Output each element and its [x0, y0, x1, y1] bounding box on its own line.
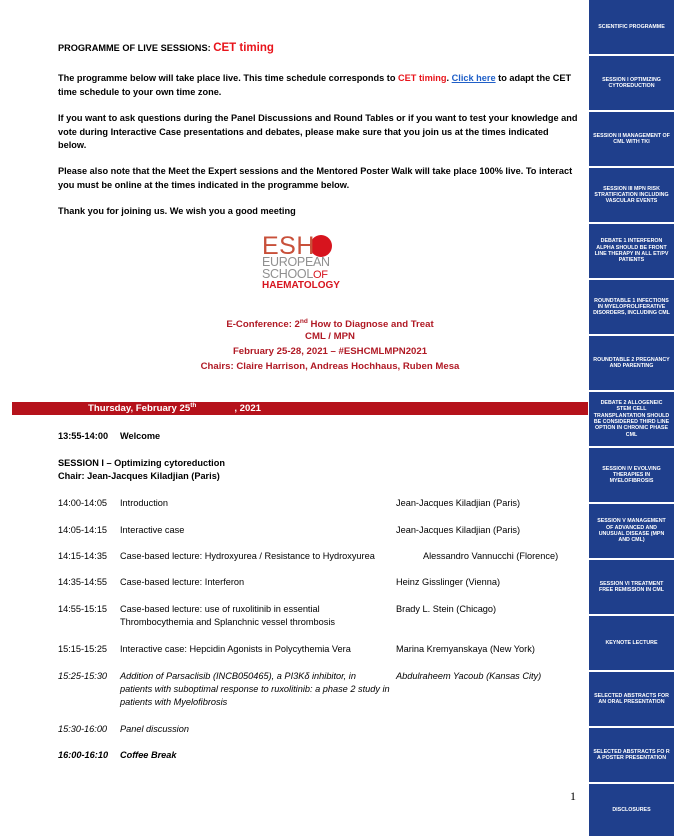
session-title: SESSION I – Optimizing cytoreduction — [58, 458, 225, 468]
intro-paragraph-1 — [58, 72, 578, 99]
day-label — [50, 403, 261, 414]
nav-poster-abstracts[interactable]: SELECTED ABSTRACTS FO R A POSTER PRESENTATION — [589, 728, 674, 782]
row-title: Case-based lecture: use of ruxolitinib in essential Thrombocythemia and Splanchnic vessel thrombosis — [120, 604, 335, 627]
row-title: Addition of Parsaclisib (INCB050465), a PI3Kδ inhibitor, in patients with suboptimal response to ruxolitinib: a phase 2 study in patients with Myelofibrosis — [120, 671, 390, 707]
nav-session-1[interactable]: SESSION I OPTIMIZING CYTOREDUCTION — [589, 56, 674, 110]
day-label-sup: th — [190, 401, 197, 409]
heading-prefix: PROGRAMME OF LIVE SESSIONS: — [58, 43, 211, 53]
nav-session-2[interactable]: SESSION II MANAGEMENT OF CML WITH TKI — [589, 112, 674, 166]
logo-esh: ESH — [262, 232, 315, 260]
p1-text-a: The programme below will take place live. This time schedule corresponds to — [58, 73, 399, 83]
welcome-title: Welcome — [120, 431, 161, 441]
welcome-time: 13:55-14:00 — [58, 431, 109, 441]
row-speaker: Heinz Gisslinger (Vienna) — [396, 577, 501, 587]
row-speaker: Jean-Jacques Kiladjian (Paris) — [396, 525, 521, 535]
row-speaker: Brady L. Stein (Chicago) — [396, 604, 497, 614]
row-speaker: Marina Kremyanskaya (New York) — [396, 644, 535, 654]
nav-session-6[interactable]: SESSION VI TREATMENT FREE REMISSION IN CML — [589, 560, 674, 614]
row-time: 14:35-14:55 — [58, 577, 108, 587]
heading-timing: CET timing — [213, 42, 274, 54]
logo-haematology: HAEMATOLOGY — [262, 280, 340, 291]
conference-title-b: How to Diagnose and Treat — [307, 319, 434, 331]
row-time: 15:30-16:00 — [58, 724, 108, 734]
row-time: 15:15-15:25 — [58, 644, 108, 654]
intro-paragraph-2: If you want to ask questions during the Panel Discussions and Round Tables or if you want to test your knowledge and vote during Interactive Case presentations and debates, please make sure that you join us at the times indicated below. — [58, 113, 578, 150]
logo-school: SCHOOL — [262, 267, 313, 281]
day-header — [12, 402, 588, 415]
row-title: Interactive case: Hepcidin Agonists in Polycythemia Vera — [120, 644, 351, 654]
logo-of: OF — [313, 269, 328, 281]
sidebar-nav — [588, 0, 676, 836]
nav-scientific-programme[interactable]: SCIENTIFIC PROGRAMME — [589, 0, 674, 54]
conference-dates: February 25-28, 2021 – #ESHCMLMPN2021 — [232, 346, 428, 357]
row-title: Introduction — [120, 498, 169, 508]
session-chair: Chair: Jean-Jacques Kiladjian (Paris) — [58, 471, 220, 481]
nav-session-4[interactable]: SESSION IV EVOLVING THERAPIES IN MYELOFIBROSIS — [589, 448, 674, 502]
row-title: Coffee Break — [120, 750, 177, 760]
nav-oral-abstracts[interactable]: SELECTED ABSTRACTS FOR AN ORAL PRESENTATION — [589, 672, 674, 726]
row-speaker: Alessandro Vannucchi (Florence) — [423, 551, 559, 561]
nav-debate-1[interactable]: DEBATE 1 INTERFERON ALPHA SHOULD BE FRONT LINE THERAPY IN ALL ET/PV PATIENTS — [589, 224, 674, 278]
day-label-b: , 2021 — [234, 403, 262, 414]
nav-session-3[interactable]: SESSION III MPN RISK STRATIFICATION INCLUDING VASCULAR EVENTS — [589, 168, 674, 222]
row-title: Panel discussion — [120, 724, 189, 734]
p1-text-c: to adapt the CET time schedule to your own time zone. — [58, 73, 572, 97]
esh-logo — [262, 233, 342, 295]
intro-heading — [58, 42, 578, 56]
row-time: 15:25-15:30 — [58, 671, 108, 681]
conference-chairs: Chairs: Claire Harrison, Andreas Hochhaus, Ruben Mesa — [200, 361, 460, 372]
nav-session-5[interactable]: SESSION V MANAGEMENT OF ADVANCED AND UNUSUAL DISEASE (MPN AND CML) — [589, 504, 674, 558]
row-title: Case-based lecture: Hydroxyurea / Resistance to Hydroxyurea — [120, 551, 375, 561]
row-speaker: Jean-Jacques Kiladjian (Paris) — [396, 498, 521, 508]
row-title: Interactive case — [120, 525, 185, 535]
row-time: 14:05-14:15 — [58, 525, 108, 535]
nav-roundtable-1[interactable]: ROUNDTABLE 1 INFECTIONS IN MYELOPROLIFERATIVE DISORDERS, INCLUDING CML — [589, 280, 674, 334]
row-time: 14:00-14:05 — [58, 498, 108, 508]
nav-keynote-lecture[interactable]: KEYNOTE LECTURE — [589, 616, 674, 670]
row-time: 14:15-14:35 — [58, 551, 108, 561]
intro-paragraph-4: Thank you for joining us. We wish you a good meeting — [58, 206, 296, 216]
p1-text-b: . — [446, 73, 452, 83]
row-title: Case-based lecture: Interferon — [120, 577, 245, 587]
nav-debate-2[interactable]: DEBATE 2 ALLOGENEIC STEM CELL TRANSPLANTATION SHOULD BE CONSIDERED THIRD LINE OPTION IN CHRONIC PHASE CML — [589, 392, 674, 446]
conference-subject: CML / MPN — [305, 331, 355, 342]
intro-paragraph-3: Please also note that the Meet the Expert sessions and the Mentored Poster Walk will take place 100% live. To interact you must be online at the times indicated in the programme below. — [58, 166, 573, 190]
click-here-link[interactable]: Click here — [451, 73, 496, 83]
nav-roundtable-2[interactable]: ROUNDTABLE 2 PREGNANCY AND PARENTING — [589, 336, 674, 390]
day-label-a: Thursday, February 25 — [88, 403, 191, 414]
row-speaker: Abdulraheem Yacoub (Kansas City) — [396, 671, 542, 681]
page-number: 1 — [570, 789, 576, 803]
conference-title-sup: nd — [299, 318, 308, 325]
nav-disclosures[interactable]: DISCLOSURES — [589, 784, 674, 836]
conference-title-a: E-Conference: 2 — [226, 319, 300, 331]
row-time: 16:00-16:10 — [58, 750, 109, 760]
p1-cet-timing: CET timing — [398, 73, 447, 83]
logo-european: EUROPEAN — [262, 255, 330, 269]
row-time: 14:55-15:15 — [58, 604, 108, 614]
